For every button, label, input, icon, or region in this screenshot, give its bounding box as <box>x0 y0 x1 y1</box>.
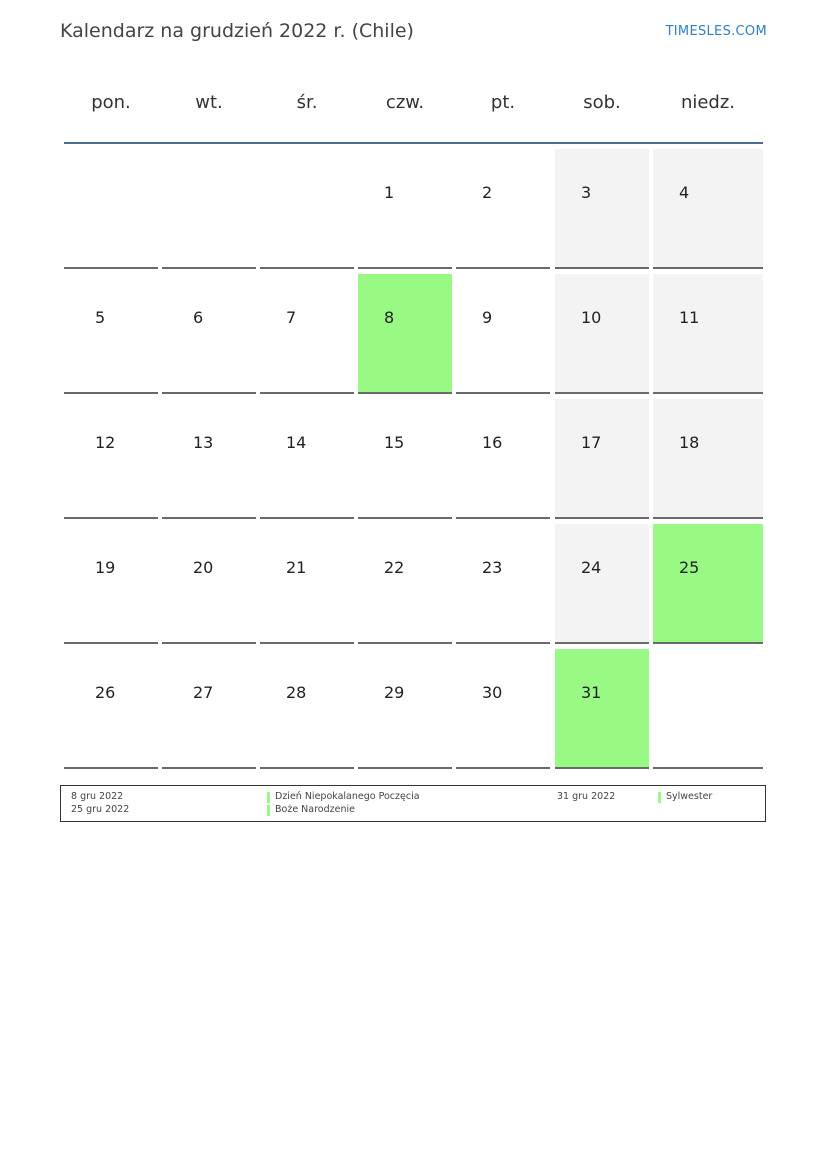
calendar-day-cell <box>653 274 763 394</box>
day-number: 4 <box>679 183 690 202</box>
calendar-day-cell <box>64 274 158 394</box>
calendar-empty-cell <box>64 149 158 269</box>
calendar-day-cell <box>456 274 550 394</box>
day-number: 17 <box>581 433 602 452</box>
legend-holiday-name: Sylwester <box>666 791 713 802</box>
calendar-day-cell <box>653 399 763 519</box>
calendar-day-cell <box>64 399 158 519</box>
day-number: 11 <box>679 308 700 327</box>
day-number: 15 <box>384 433 405 452</box>
day-number: 6 <box>193 308 204 327</box>
holiday-legend <box>60 785 766 822</box>
calendar-day-cell <box>555 399 649 519</box>
day-number: 22 <box>384 558 405 577</box>
legend-date: 31 gru 2022 <box>557 791 616 802</box>
day-number: 24 <box>581 558 602 577</box>
day-number: 23 <box>482 558 503 577</box>
calendar-day-cell <box>64 649 158 769</box>
day-number: 2 <box>482 183 493 202</box>
day-number: 26 <box>95 683 116 702</box>
day-number: 7 <box>286 308 297 327</box>
page-title: Kalendarz na grudzień 2022 r. (Chile) <box>60 20 414 42</box>
day-number: 10 <box>581 308 602 327</box>
day-number: 21 <box>286 558 307 577</box>
calendar-day-cell <box>358 524 452 644</box>
calendar-day-cell <box>64 524 158 644</box>
calendar-day-cell <box>162 649 256 769</box>
calendar-day-cell <box>260 649 354 769</box>
day-number: 28 <box>286 683 307 702</box>
day-number: 29 <box>384 683 405 702</box>
calendar-day-cell <box>162 524 256 644</box>
calendar-day-cell <box>162 274 256 394</box>
calendar-day-cell <box>260 524 354 644</box>
day-number: 18 <box>679 433 700 452</box>
legend-color-marker <box>267 805 270 816</box>
calendar-day-cell <box>358 399 452 519</box>
day-number: 8 <box>384 308 395 327</box>
weekday-label: śr. <box>296 92 318 113</box>
weekday-label: niedz. <box>680 92 736 113</box>
day-number: 25 <box>679 558 700 577</box>
day-number: 19 <box>95 558 116 577</box>
weekday-label: pt. <box>490 92 516 113</box>
legend-holiday-name: Boże Narodzenie <box>275 804 355 815</box>
calendar-day-cell <box>358 274 452 394</box>
calendar-day-cell <box>555 274 649 394</box>
calendar-day-cell <box>555 524 649 644</box>
calendar-day-cell <box>162 399 256 519</box>
day-number: 9 <box>482 308 493 327</box>
legend-color-marker <box>267 792 270 803</box>
calendar-day-cell <box>260 399 354 519</box>
day-number: 27 <box>193 683 214 702</box>
legend-color-marker <box>658 792 661 803</box>
calendar-empty-cell <box>260 149 354 269</box>
header-rule <box>64 142 763 144</box>
calendar-day-cell <box>555 649 649 769</box>
day-number: 14 <box>286 433 307 452</box>
calendar-empty-cell <box>162 149 256 269</box>
weekday-label: sob. <box>583 92 621 113</box>
brand-link[interactable]: TIMESLES.COM <box>665 24 767 39</box>
day-number: 31 <box>581 683 602 702</box>
weekday-label: wt. <box>195 92 223 113</box>
calendar-day-cell <box>358 649 452 769</box>
weekday-label: czw. <box>385 92 425 113</box>
day-number: 3 <box>581 183 592 202</box>
legend-date: 25 gru 2022 <box>71 804 130 815</box>
day-number: 1 <box>384 183 395 202</box>
calendar-day-cell <box>653 524 763 644</box>
calendar-day-cell <box>456 524 550 644</box>
legend-date: 8 gru 2022 <box>71 791 124 802</box>
calendar-day-cell <box>260 274 354 394</box>
day-number: 20 <box>193 558 214 577</box>
legend-holiday-name: Dzień Niepokalanego Poczęcia <box>275 791 420 802</box>
calendar-day-cell <box>653 149 763 269</box>
day-number: 30 <box>482 683 503 702</box>
calendar-empty-cell <box>653 649 763 769</box>
day-number: 12 <box>95 433 116 452</box>
calendar-day-cell <box>358 149 452 269</box>
weekday-header <box>64 84 763 142</box>
day-number: 5 <box>95 308 106 327</box>
calendar-day-cell <box>555 149 649 269</box>
day-number: 16 <box>482 433 503 452</box>
weekday-label: pon. <box>91 92 131 113</box>
calendar-day-cell <box>456 649 550 769</box>
calendar-day-cell <box>456 149 550 269</box>
day-number: 13 <box>193 433 214 452</box>
calendar-day-cell <box>456 399 550 519</box>
